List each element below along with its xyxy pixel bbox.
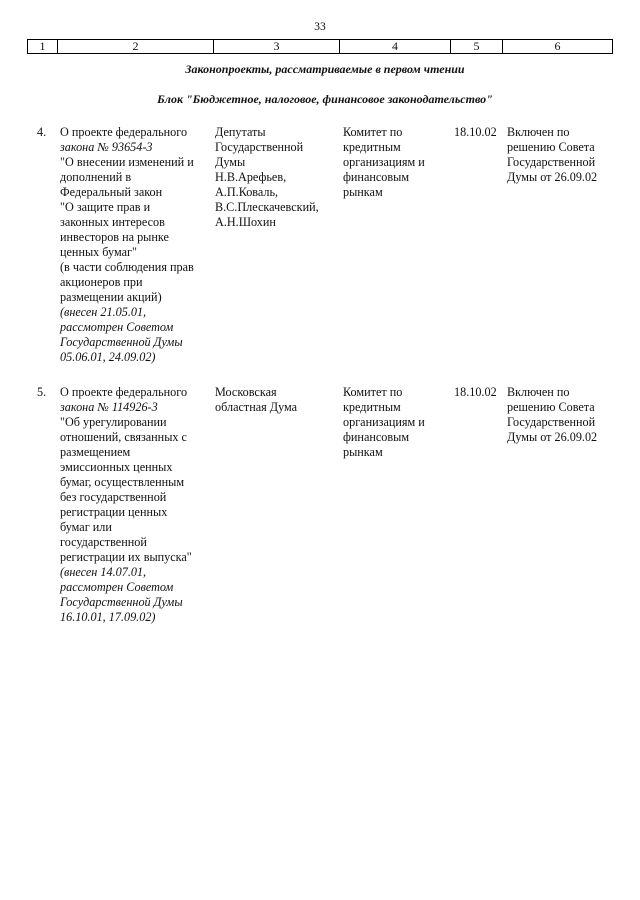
block-title: Блок "Бюджетное, налоговое, финансовое законодательство": [157, 92, 493, 106]
text-line: акционеров при: [60, 275, 143, 289]
text-line: О проекте федерального: [60, 385, 188, 399]
text-line: бумаг, осуществленным: [60, 475, 185, 489]
text-line: отношений, связанных с: [60, 430, 187, 444]
text-line: О проекте федерального: [60, 125, 188, 139]
text-line: финансовым: [343, 170, 410, 184]
text-line: решению Совета: [507, 400, 595, 414]
text-line: "Об урегулировании: [60, 415, 167, 429]
column-number: 6: [554, 39, 561, 53]
text-line: законных интересов: [60, 215, 165, 229]
text-line: кредитным: [343, 140, 401, 154]
page-number: 33: [314, 21, 326, 33]
agenda-status: [507, 385, 607, 445]
text-line: инвесторов на рынке: [60, 230, 169, 244]
text-line: дополнений в: [60, 170, 132, 184]
text-line: Включен по: [507, 125, 570, 139]
text-line: закона № 93654-3: [60, 140, 153, 154]
text-line: "О защите прав и: [60, 200, 151, 214]
text-line: кредитным: [343, 400, 401, 414]
text-line: Государственной Думы: [60, 335, 183, 349]
text-line: организациям и: [343, 155, 425, 169]
text-line: А.Н.Шохин: [215, 215, 276, 229]
text-line: государственной: [60, 535, 147, 549]
text-line: Комитет по: [343, 125, 403, 139]
text-line: В.С.Плескачевский,: [215, 200, 319, 214]
responsible-committee: [343, 385, 443, 460]
text-line: рассмотрен Советом: [60, 580, 174, 594]
column-number: 3: [214, 40, 340, 53]
text-line: без государственной: [60, 490, 167, 504]
text-line: Государственной: [507, 155, 596, 169]
text-line: решению Совета: [507, 140, 595, 154]
text-line: эмиссионных ценных: [60, 460, 173, 474]
bill-initiator: [215, 385, 340, 415]
text-line: Государственной: [507, 415, 596, 429]
text-line: областная Дума: [215, 400, 298, 414]
text-line: (в части соблюдения прав: [60, 260, 194, 274]
text-line: закона № 114926-3: [60, 400, 158, 414]
text-line: (внесен 21.05.01,: [60, 305, 147, 319]
entry-number: 5.: [37, 385, 47, 399]
text-line: регистрации ценных: [60, 505, 168, 519]
text-line: финансовым: [343, 430, 410, 444]
text-line: 16.10.01, 17.09.02): [60, 610, 156, 624]
text-line: Н.В.Арефьев,: [215, 170, 287, 184]
text-line: Государственной: [215, 140, 304, 154]
text-line: Комитет по: [343, 385, 403, 399]
text-line: размещении акций): [60, 290, 162, 304]
section-title: Законопроекты, рассматриваемые в первом чтении: [185, 62, 465, 76]
entry-number: 4.: [37, 125, 47, 139]
text-line: Московская: [215, 385, 277, 399]
review-date: 18.10.02: [454, 125, 497, 139]
text-line: Думы от 26.09.02: [507, 430, 598, 444]
text-line: 05.06.01, 24.09.02): [60, 350, 156, 364]
text-line: Думы: [215, 155, 246, 169]
text-line: А.П.Коваль,: [215, 185, 279, 199]
text-line: ценных бумаг": [60, 245, 137, 259]
text-line: рынкам: [343, 445, 383, 459]
responsible-committee: [343, 125, 443, 200]
column-number: 1: [28, 40, 58, 53]
column-number-header: [27, 39, 613, 54]
column-number: 2: [58, 40, 214, 53]
text-line: (внесен 14.07.01,: [60, 565, 147, 579]
text-line: Депутаты: [215, 125, 266, 139]
bill-description: [60, 125, 210, 365]
bill-initiator: [215, 125, 340, 230]
column-number: 4: [340, 40, 451, 53]
text-line: рынкам: [343, 185, 383, 199]
text-line: Федеральный закон: [60, 185, 163, 199]
text-line: "О внесении изменений и: [60, 155, 194, 169]
text-line: регистрации их выпуска": [60, 550, 192, 564]
review-date: 18.10.02: [454, 385, 497, 399]
bill-description: [60, 385, 210, 625]
text-line: бумаг или: [60, 520, 112, 534]
text-line: Государственной Думы: [60, 595, 183, 609]
agenda-status: [507, 125, 607, 185]
text-line: размещением: [60, 445, 131, 459]
text-line: Включен по: [507, 385, 570, 399]
text-line: организациям и: [343, 415, 425, 429]
text-line: Думы от 26.09.02: [507, 170, 598, 184]
column-number: 5: [451, 40, 503, 53]
text-line: рассмотрен Советом: [60, 320, 174, 334]
